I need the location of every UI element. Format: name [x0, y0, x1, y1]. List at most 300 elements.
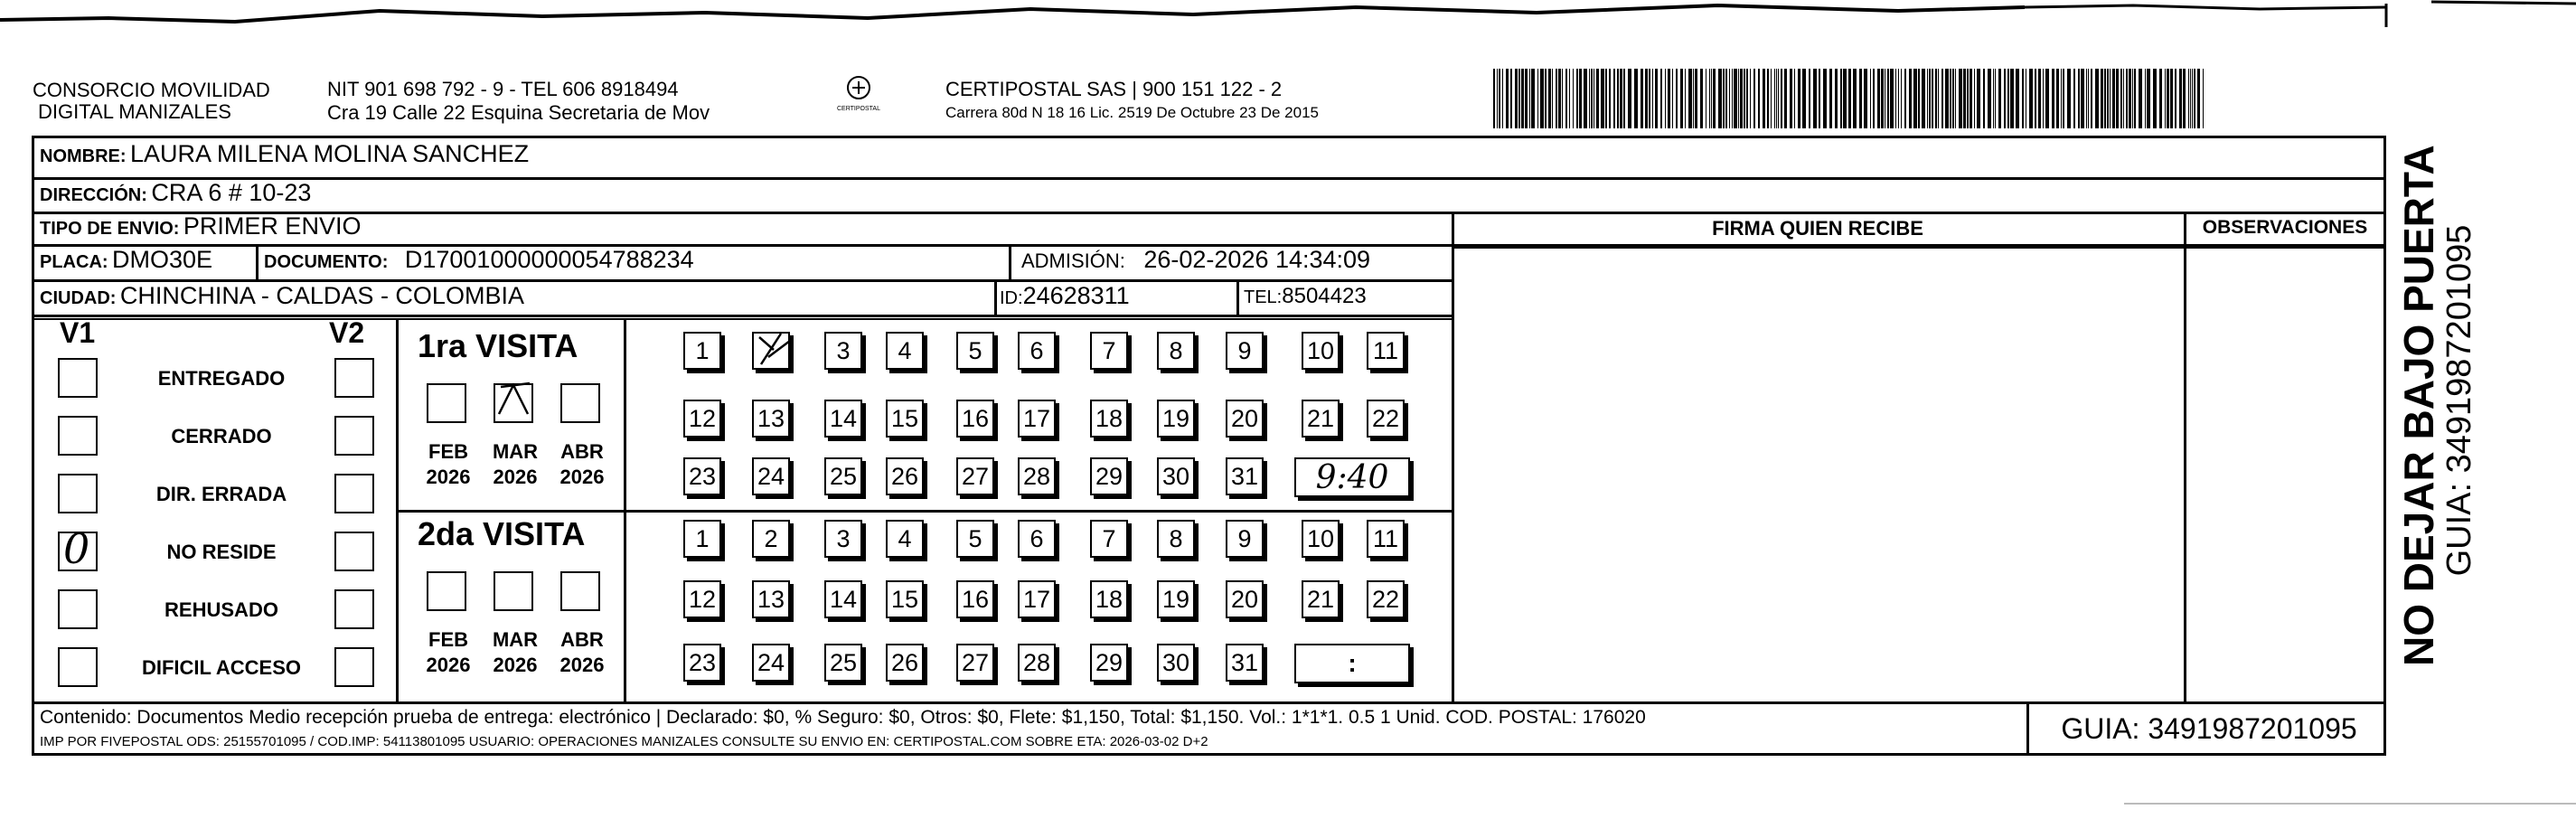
barcode-bar [1859, 69, 1862, 128]
barcode-bar [2038, 69, 2041, 128]
day-number: 22 [1371, 404, 1400, 432]
day-box[interactable] [1226, 644, 1264, 682]
month-year: 2026 [559, 466, 605, 488]
v1-checkbox[interactable] [58, 474, 98, 513]
day-number: 18 [1095, 404, 1123, 432]
barcode-bar [1913, 69, 1917, 128]
day-number: 31 [1230, 462, 1259, 490]
day-number: 19 [1161, 585, 1190, 613]
barcode-bar [1873, 69, 1875, 128]
ciudad-value: CHINCHINA - CALDAS - COLOMBIA [119, 282, 524, 309]
day-box[interactable] [886, 332, 924, 370]
barcode-bar [1565, 69, 1567, 128]
day-number: 14 [829, 404, 858, 432]
barcode-bar [1645, 69, 1648, 128]
day-box[interactable] [752, 400, 790, 438]
barcode-bar [1521, 69, 1524, 128]
day-number: 1 [695, 524, 710, 552]
v2-checkbox[interactable] [334, 358, 374, 398]
barcode-bar [1959, 69, 1962, 128]
day-box[interactable] [1157, 457, 1195, 495]
month-year: 2026 [493, 654, 538, 676]
first-visit-label: 1ra VISITA [418, 327, 578, 364]
month-year: 2026 [426, 466, 471, 488]
day-number: 27 [961, 462, 990, 490]
day-box[interactable] [683, 520, 721, 558]
barcode-bar [1918, 69, 1920, 128]
status-option-label: REHUSADO [165, 598, 278, 621]
month-name: MAR [492, 440, 539, 463]
barcode-bar [1617, 69, 1619, 128]
side-guia: GUIA: 3491987201095 [2440, 224, 2478, 577]
barcode-bar [1548, 69, 1551, 128]
month-checkbox[interactable] [494, 383, 533, 423]
day-number: 29 [1095, 462, 1123, 490]
day-number: 17 [1022, 404, 1051, 432]
v1-checkbox[interactable] [58, 416, 98, 456]
barcode-bar [1623, 69, 1625, 128]
documento-label: DOCUMENTO: [264, 252, 389, 272]
day-box[interactable] [1226, 520, 1264, 558]
barcode-bar [1734, 69, 1737, 128]
day-box[interactable] [683, 457, 721, 495]
barcode-bar [1809, 69, 1810, 128]
barcode-bar [1895, 69, 1896, 128]
day-box[interactable] [824, 332, 862, 370]
placa-cell [40, 246, 212, 274]
barcode-bar [2197, 69, 2200, 128]
day-box[interactable] [886, 520, 924, 558]
barcode-bar [1672, 69, 1673, 128]
v2-checkbox[interactable] [334, 532, 374, 571]
day-box[interactable] [1367, 520, 1405, 558]
barcode-bar [1904, 69, 1906, 128]
barcode-bar [1591, 69, 1593, 128]
day-number: 4 [898, 336, 912, 364]
day-box[interactable] [752, 520, 790, 558]
barcode-bar [1932, 69, 1933, 128]
barcode-bar [1723, 69, 1725, 128]
day-box[interactable] [683, 644, 721, 682]
day-box[interactable] [1157, 400, 1195, 438]
barcode-bar [2056, 69, 2059, 128]
barcode-bar [1813, 69, 1817, 128]
month-label [421, 439, 475, 490]
barcode-bar [2110, 69, 2111, 128]
barcode-bar [1790, 69, 1792, 128]
barcode-bar [1901, 69, 1902, 128]
signature-area[interactable] [1455, 249, 2182, 700]
day-number: 10 [1306, 524, 1335, 552]
barcode-bar [1609, 69, 1611, 128]
barcode-bar [2095, 69, 2099, 128]
day-box[interactable] [752, 457, 790, 495]
barcode-bar [1843, 69, 1847, 128]
day-box[interactable] [956, 580, 994, 618]
barcode-bar [1774, 69, 1775, 128]
month-year: 2026 [493, 466, 538, 488]
day-box[interactable] [1157, 644, 1195, 682]
barcode-bar [2016, 69, 2019, 128]
month-checkbox[interactable] [560, 383, 600, 423]
barcode-bar [1740, 69, 1743, 128]
barcode-bar [1510, 69, 1512, 128]
barcode-bar [2067, 69, 2071, 128]
direccion-label: DIRECCIÓN: [40, 185, 147, 205]
barcode-bar [1864, 69, 1867, 128]
month-year: 2026 [559, 654, 605, 676]
day-number: 13 [757, 585, 785, 613]
day-number: 9 [1237, 524, 1252, 552]
barcode-bar [2022, 69, 2024, 128]
month-checkbox[interactable] [427, 571, 466, 611]
barcode-bar [1983, 69, 1985, 128]
sender-nit: NIT 901 698 792 - 9 - TEL 606 8918494 [327, 78, 679, 100]
day-box[interactable] [1226, 400, 1264, 438]
day-box[interactable] [1157, 332, 1195, 370]
barcode-bar [2029, 69, 2033, 128]
day-box[interactable] [956, 644, 994, 682]
day-box[interactable] [886, 457, 924, 495]
barcode-bar [1798, 69, 1800, 128]
barcode-bar [2167, 69, 2169, 128]
barcode-bar [2043, 69, 2044, 128]
day-box[interactable] [956, 400, 994, 438]
barcode-bar [1718, 69, 1722, 128]
barcode-bar [1700, 69, 1703, 128]
barcode-bar [2107, 69, 2109, 128]
day-box[interactable] [1226, 457, 1264, 495]
barcode-bar [1569, 69, 1570, 128]
barcode-bar [1970, 69, 1972, 128]
month-checkbox[interactable] [427, 383, 466, 423]
barcode-bar [2116, 69, 2119, 128]
barcode-bar [1680, 69, 1683, 128]
barcode-bar [1750, 69, 1751, 128]
day-box[interactable] [1157, 520, 1195, 558]
barcode-bar [2129, 69, 2131, 128]
admision-label: ADMISIÓN: [1021, 249, 1125, 272]
barcode-bar [1545, 69, 1547, 128]
barcode-bar [1693, 69, 1694, 128]
barcode-bar [1778, 69, 1779, 128]
barcode [1491, 69, 2210, 130]
day-number: 14 [829, 585, 858, 613]
day-box[interactable] [752, 644, 790, 682]
barcode-bar [1685, 69, 1686, 128]
barcode-bar [1655, 69, 1658, 128]
barcode-bar [1605, 69, 1607, 128]
barcode-bar [1729, 69, 1730, 128]
barcode-bar [1634, 69, 1638, 128]
contenido-text: Contenido: Documentos Medio recepción prueba de entrega: electrónico | Declarado: $0, % Seguro: $0, Otros: $0, Flete: $1,150, Total: $1,150. Vol.: 1*1*1. 0.5 1 Unid. COD. POSTAL: 176020 [40, 707, 1646, 728]
barcode-bar [1589, 69, 1590, 128]
barcode-bar [1974, 69, 1975, 128]
placa-label: PLACA: [40, 252, 108, 272]
month-checkbox[interactable] [560, 571, 600, 611]
barcode-bar [2104, 69, 2106, 128]
barcode-bar [1767, 69, 1769, 128]
barcode-bar [1776, 69, 1777, 128]
month-label [555, 439, 609, 490]
day-box[interactable] [1302, 520, 1340, 558]
day-box[interactable] [956, 332, 994, 370]
month-name: FEB [428, 628, 468, 651]
barcode-bar [1573, 69, 1574, 128]
barcode-bar [2061, 69, 2062, 128]
logo-text: CERTIPOSTAL [837, 106, 880, 112]
barcode-bar [1518, 69, 1520, 128]
day-number: 15 [890, 404, 919, 432]
day-box[interactable] [1018, 457, 1056, 495]
day-number: 20 [1230, 404, 1259, 432]
barcode-bar [1497, 69, 1498, 128]
first-visit-time: 9:40 [1315, 458, 1389, 496]
footer-guia: GUIA: 3491987201095 [2061, 712, 2357, 745]
v2-checkbox[interactable] [334, 474, 374, 513]
tipo-value: PRIMER ENVIO [183, 212, 362, 240]
day-box[interactable] [1302, 400, 1340, 438]
day-number: 4 [898, 524, 912, 552]
barcode-bar [1552, 69, 1553, 128]
v1-label: V1 [60, 316, 96, 349]
barcode-bar [2078, 69, 2080, 128]
id-value: 24628311 [1022, 282, 1130, 309]
barcode-bar [1829, 69, 1832, 128]
day-number: 30 [1161, 462, 1190, 490]
barcode-bar [1515, 69, 1518, 128]
day-number: 24 [757, 462, 785, 490]
day-number: 7 [1102, 524, 1116, 552]
day-box[interactable] [1018, 520, 1056, 558]
v1-checkbox[interactable] [58, 589, 98, 629]
barcode-bar [1998, 69, 2001, 128]
day-number: 26 [890, 462, 919, 490]
month-name: MAR [492, 628, 539, 651]
day-box[interactable] [1018, 400, 1056, 438]
day-number: 22 [1371, 585, 1400, 613]
status-option-label: CERRADO [171, 425, 272, 447]
direccion-row [40, 179, 311, 207]
barcode-bar [2188, 69, 2189, 128]
sender-contact [327, 78, 710, 125]
barcode-bar [1499, 69, 1500, 128]
day-box[interactable] [1090, 644, 1128, 682]
day-box[interactable] [1090, 520, 1128, 558]
nombre-value: LAURA MILENA MOLINA SANCHEZ [130, 140, 530, 167]
day-number: 8 [1169, 524, 1183, 552]
barcode-bar [1529, 69, 1530, 128]
day-number: 6 [1029, 524, 1044, 552]
day-number: 23 [688, 462, 717, 490]
barcode-bar [2007, 69, 2009, 128]
barcode-bar [1781, 69, 1782, 128]
day-box[interactable] [824, 580, 862, 618]
day-box[interactable] [1018, 644, 1056, 682]
day-box[interactable] [1302, 580, 1340, 618]
day-number: 12 [688, 404, 717, 432]
barcode-bar [2147, 69, 2150, 128]
day-number: 9 [1237, 336, 1252, 364]
day-number: 27 [961, 648, 990, 676]
barcode-bar [1540, 69, 1544, 128]
day-number: 21 [1306, 404, 1335, 432]
month-name: ABR [560, 440, 604, 463]
barcode-bar [1649, 69, 1650, 128]
day-number: 18 [1095, 585, 1123, 613]
day-box[interactable] [683, 400, 721, 438]
barcode-bar [1927, 69, 1928, 128]
day-box[interactable] [1367, 580, 1405, 618]
barcode-bar [1652, 69, 1653, 128]
v1-checkbox[interactable] [58, 647, 98, 687]
barcode-bar [1993, 69, 1994, 128]
day-number: 11 [1372, 336, 1399, 364]
day-box[interactable] [1090, 580, 1128, 618]
day-box[interactable] [886, 400, 924, 438]
barcode-bar [1945, 69, 1949, 128]
ciudad-label: CIUDAD: [40, 288, 117, 308]
day-box[interactable] [683, 332, 721, 370]
day-number: 29 [1095, 648, 1123, 676]
day-box[interactable] [824, 400, 862, 438]
carrier-address: Carrera 80d N 18 16 Lic. 2519 De Octubre 23 De 2015 [945, 104, 1319, 121]
month-label [555, 627, 609, 678]
day-box[interactable] [824, 644, 862, 682]
day-number: 3 [836, 524, 851, 552]
observaciones-area[interactable] [2187, 249, 2383, 700]
day-box[interactable] [1090, 400, 1128, 438]
month-label [488, 627, 542, 678]
barcode-bar [1695, 69, 1697, 128]
barcode-bar [2170, 69, 2173, 128]
barcode-bar [1746, 69, 1748, 128]
day-box[interactable] [1090, 332, 1128, 370]
barcode-bar [1794, 69, 1795, 128]
day-box[interactable] [824, 520, 862, 558]
barcode-bar [2145, 69, 2146, 128]
day-number: 11 [1372, 524, 1399, 552]
day-box[interactable] [1226, 332, 1264, 370]
day-box[interactable] [824, 457, 862, 495]
day-number: 2 [764, 524, 778, 552]
day-number: 28 [1022, 648, 1051, 676]
v2-checkbox[interactable] [334, 589, 374, 629]
barcode-bar [1763, 69, 1765, 128]
barcode-bar [1988, 69, 1991, 128]
month-year: 2026 [426, 654, 471, 676]
second-visit-time-box[interactable] [1294, 644, 1410, 683]
barcode-bar [1887, 69, 1889, 128]
barcode-bar [1898, 69, 1899, 128]
barcode-bar [1660, 69, 1662, 128]
v2-checkbox[interactable] [334, 647, 374, 687]
barcode-bar [2086, 69, 2087, 128]
barcode-bar [2159, 69, 2162, 128]
admision-cell [1021, 246, 1370, 274]
day-box[interactable] [752, 580, 790, 618]
barcode-bar [1531, 69, 1535, 128]
first-visit-time-box[interactable] [1294, 457, 1410, 497]
barcode-bar [1725, 69, 1727, 128]
barcode-bar [2073, 69, 2075, 128]
barcode-bar [1676, 69, 1678, 128]
day-number: 10 [1306, 336, 1335, 364]
v1-checkbox[interactable] [58, 358, 98, 398]
day-number: 26 [890, 648, 919, 676]
day-number: 16 [961, 585, 990, 613]
bottom-edge-mark [2124, 803, 2576, 805]
barcode-bar [2132, 69, 2133, 128]
barcode-bar [1584, 69, 1587, 128]
second-visit-label: 2da VISITA [418, 515, 586, 552]
status-option-label: NO RESIDE [166, 541, 277, 563]
barcode-bar [1881, 69, 1884, 128]
day-box[interactable] [1018, 580, 1056, 618]
carrier-name: CERTIPOSTAL SAS | 900 151 122 - 2 [945, 78, 1283, 100]
firma-label: FIRMA QUIEN RECIBE [1712, 217, 1923, 240]
barcode-bar [1576, 69, 1578, 128]
handwritten-mark-icon [494, 378, 533, 418]
barcode-bar [1977, 69, 1980, 128]
barcode-bar [2035, 69, 2036, 128]
day-box[interactable] [752, 332, 790, 370]
barcode-bar [1641, 69, 1643, 128]
tipo-label: TIPO DE ENVIO: [40, 219, 180, 239]
day-box[interactable] [1302, 332, 1340, 370]
barcode-bar [2004, 69, 2006, 128]
barcode-bar [1941, 69, 1943, 128]
day-box[interactable] [1367, 400, 1405, 438]
barcode-bar [1758, 69, 1760, 128]
day-number: 17 [1022, 585, 1051, 613]
day-box[interactable] [683, 580, 721, 618]
barcode-bar [1601, 69, 1604, 128]
day-box[interactable] [886, 580, 924, 618]
day-box[interactable] [886, 644, 924, 682]
day-number: 31 [1230, 648, 1259, 676]
month-checkbox[interactable] [494, 571, 533, 611]
day-box[interactable] [1090, 457, 1128, 495]
tel-label: TEL: [1244, 287, 1283, 307]
barcode-bar [2126, 69, 2128, 128]
sender-block [33, 80, 270, 123]
barcode-bar [1853, 69, 1857, 128]
barcode-bar [2045, 69, 2049, 128]
observaciones-label: OBSERVACIONES [2202, 217, 2368, 238]
v2-checkbox[interactable] [334, 416, 374, 456]
day-number: 1 [695, 336, 710, 364]
barcode-bar [1955, 69, 1956, 128]
day-number: 30 [1161, 648, 1190, 676]
barcode-bar [1562, 69, 1563, 128]
day-box[interactable] [1226, 580, 1264, 618]
barcode-bar [1556, 69, 1557, 128]
status-option-label: ENTREGADO [157, 367, 286, 390]
barcode-bar [2179, 69, 2182, 128]
day-box[interactable] [1157, 580, 1195, 618]
day-number: 7 [1102, 336, 1116, 364]
day-box[interactable] [956, 520, 994, 558]
barcode-bar [1870, 69, 1871, 128]
certipostal-logo [830, 74, 888, 123]
day-box[interactable] [956, 457, 994, 495]
barcode-bar [2052, 69, 2054, 128]
v1-checkbox[interactable] [58, 524, 98, 573]
day-number: 19 [1161, 404, 1190, 432]
day-box[interactable] [1018, 332, 1056, 370]
day-box[interactable] [1367, 332, 1405, 370]
